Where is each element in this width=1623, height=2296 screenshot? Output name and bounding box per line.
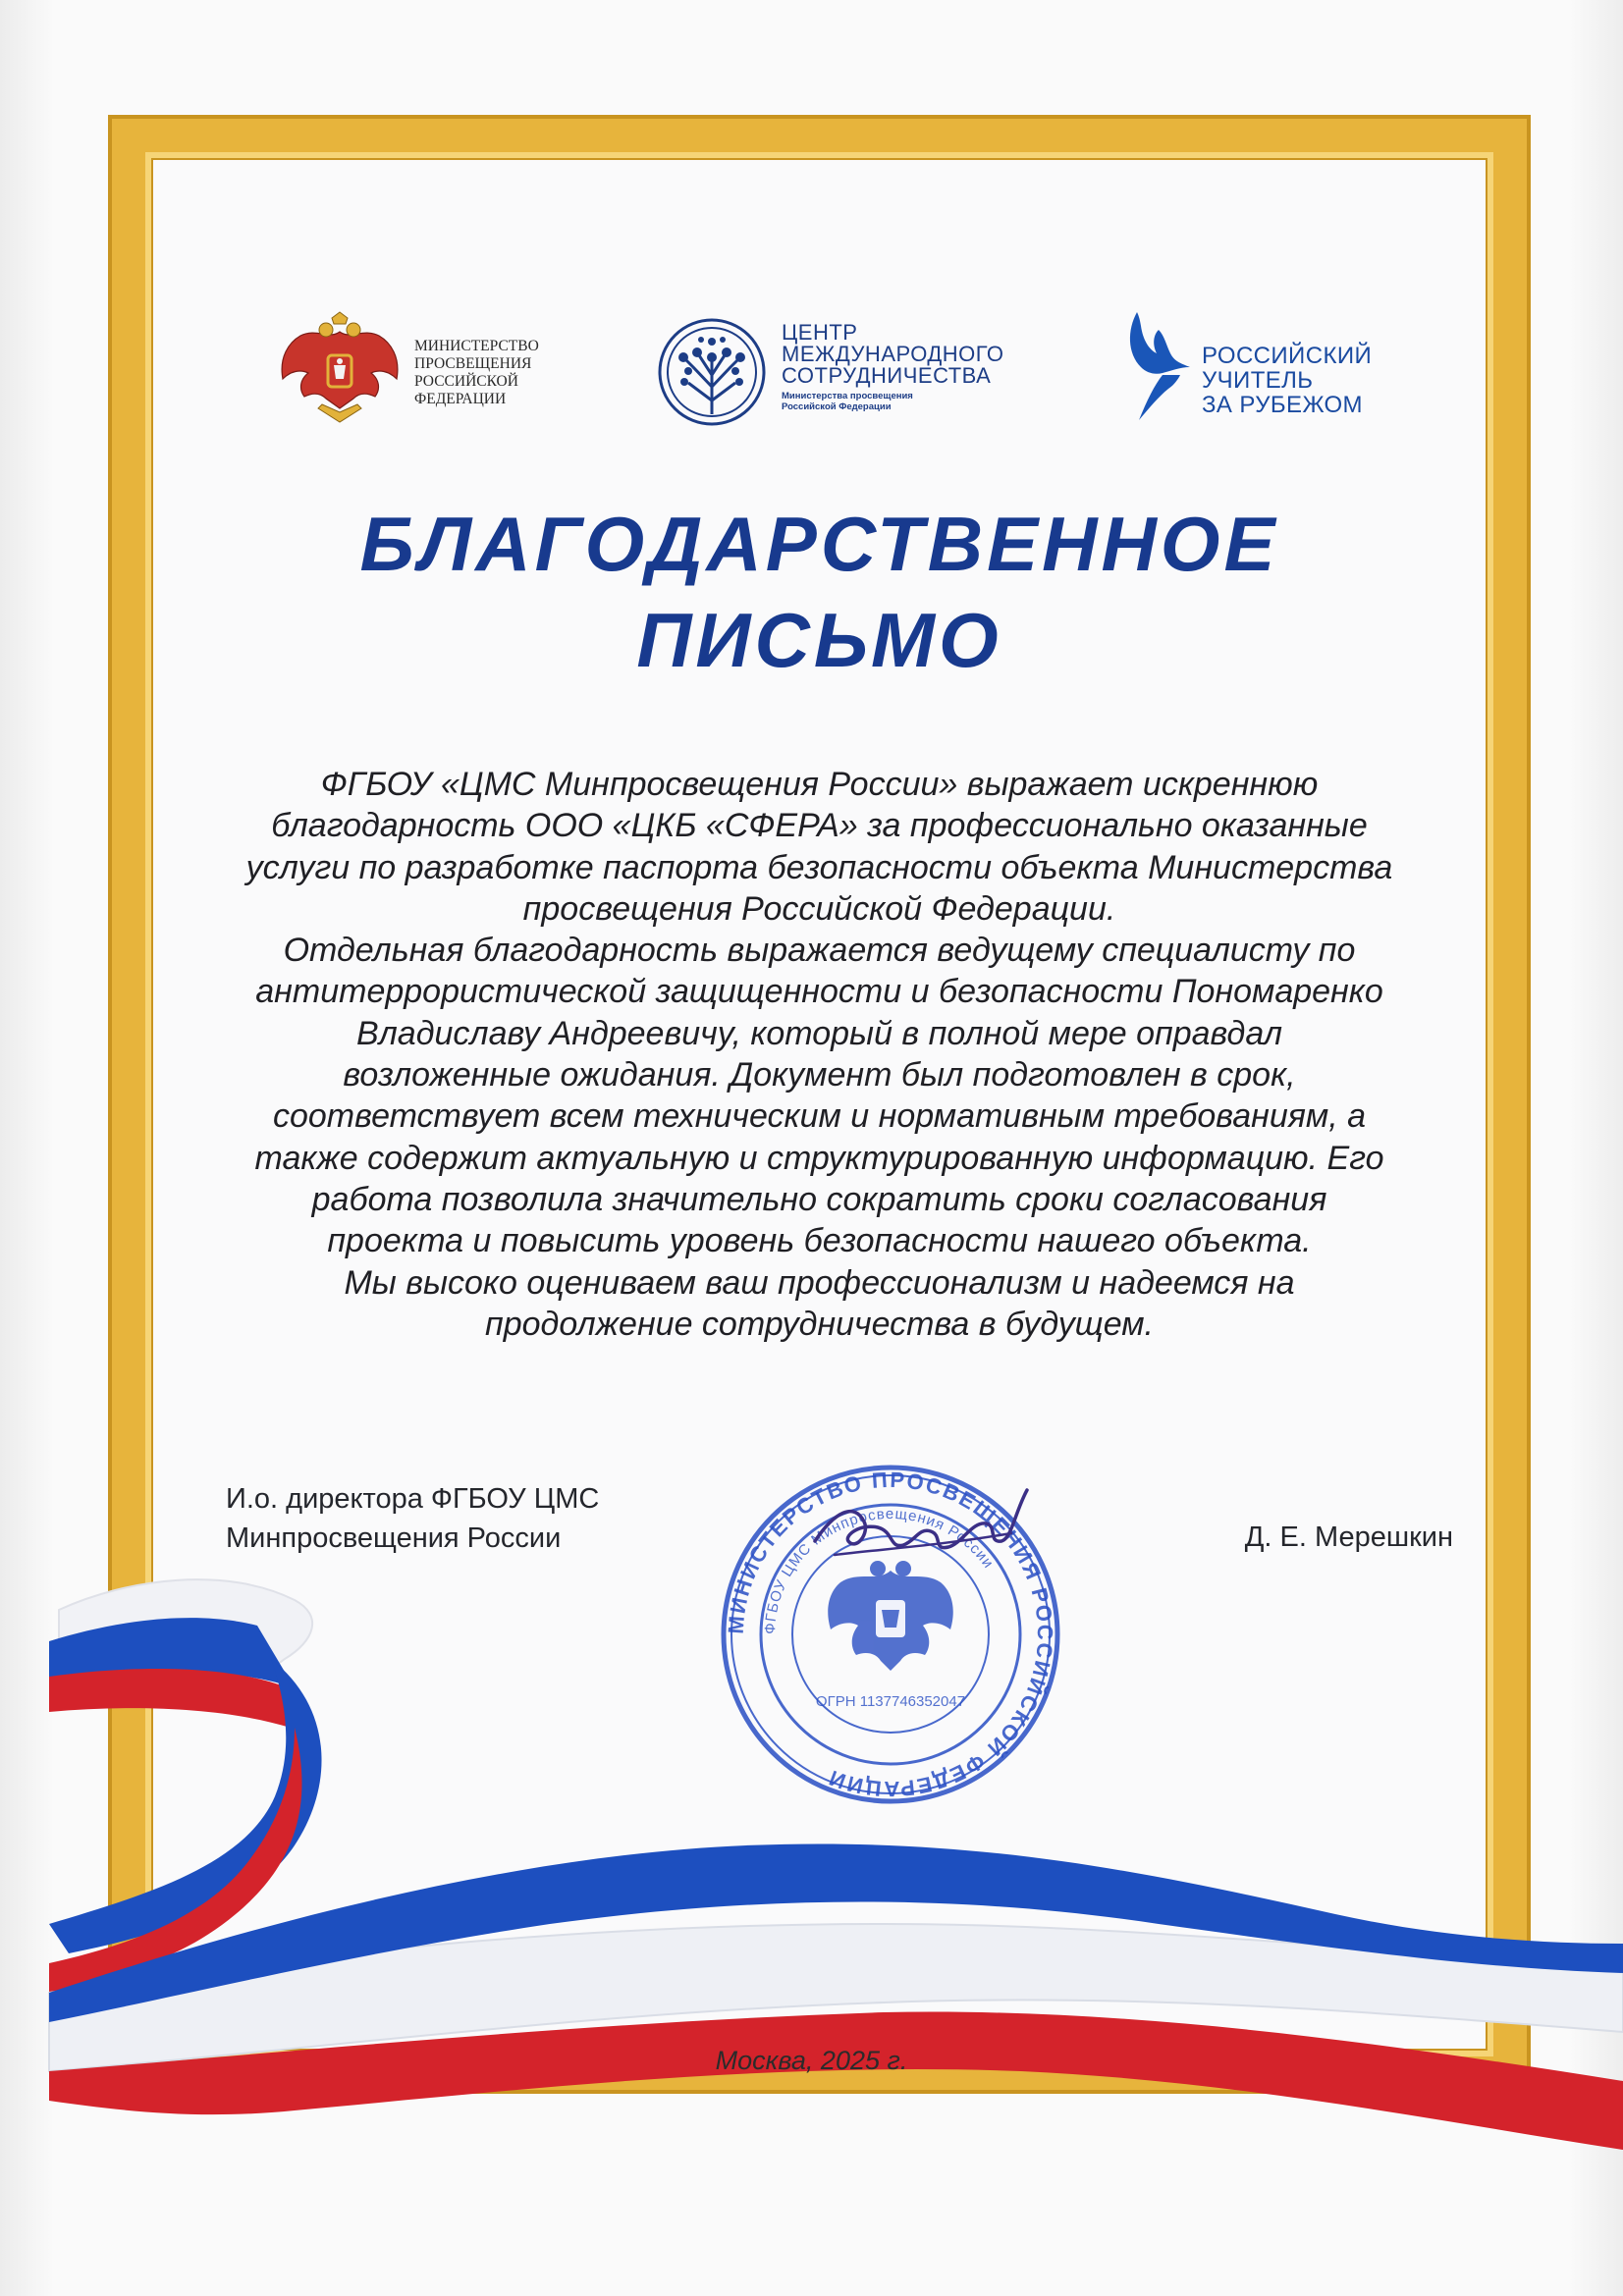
- handwritten-signature: [805, 1472, 1031, 1590]
- teacher-logo-line: РОССИЙСКИЙ: [1202, 343, 1373, 369]
- ministry-logo-line: ПРОСВЕЩЕНИЯ: [414, 355, 532, 372]
- signer-position-line: Минпросвещения России: [226, 1522, 562, 1554]
- center-logo-line: ЦЕНТР: [782, 320, 858, 345]
- body-line: продолжение сотрудничества в будущем.: [485, 1305, 1154, 1343]
- teacher-logo-line: УЧИТЕЛЬ: [1202, 367, 1314, 394]
- center-logo-sub-line: Министерства просвещения: [782, 391, 913, 401]
- body-line: возложенные ожидания. Документ был подготовлен в срок,: [343, 1056, 1296, 1095]
- center-logo-line: СОТРУДНИЧЕСТВА: [782, 363, 992, 388]
- stamp-ring-textpath: МИНИСТЕРСТВО ПРОСВЕЩЕНИЯ РОССИЙСКОЙ ФЕДЕРАЦИИ: [723, 1467, 1058, 1802]
- ministry-logo-line: ФЕДЕРАЦИИ: [414, 391, 507, 407]
- ministry-logo-line: РОССИЙСКОЙ: [414, 373, 518, 390]
- body-line: Владиславу Андреевичу, который в полной мере оправдал: [355, 1014, 1283, 1052]
- signer-name: Д. Е. Мерешкин: [1244, 1522, 1453, 1553]
- teacher-logo-line: ЗА РУБЕЖОМ: [1202, 392, 1363, 418]
- stamp-numbers: ОГРН 1137746352047: [815, 1693, 966, 1710]
- body-line: ФГБОУ «ЦМС Минпросвещения России» выражает искреннюю: [320, 766, 1319, 803]
- body-line: соответствует всем техническим и нормативным требованиям, а: [272, 1097, 1367, 1136]
- body-line: Отдельная благодарность выражается ведущему специалисту по: [283, 932, 1356, 970]
- body-line: проекта и повысить уровень безопасности нашего объекта.: [327, 1222, 1312, 1260]
- body-line: также содержит актуальную и структурированную информацию. Его: [254, 1139, 1384, 1177]
- body-line: работа позволила значительно сократить сроки согласования: [311, 1180, 1327, 1218]
- center-logo-line: МЕЖДУНАРОДНОГО: [782, 342, 1004, 366]
- stamp-inner-textpath: ФГБОУ ЦМС Минпросвещения России: [761, 1505, 998, 1635]
- body-line: Мы высоко оцениваем ваш профессионализм и надеемся на: [344, 1263, 1295, 1302]
- title-line: БЛАГОДАРСТВЕННОЕ: [359, 501, 1279, 587]
- center-logo-sub-line: Российской Федерации: [782, 401, 892, 412]
- signer-position-line: И.о. директора ФГБОУ ЦМС: [226, 1483, 600, 1515]
- ministry-logo-line: МИНИСТЕРСТВО: [414, 338, 539, 354]
- body-line: просвещения Российской Федерации.: [522, 889, 1116, 928]
- body-line: антитеррористической защищенности и безопасности Пономаренко: [255, 973, 1383, 1011]
- body-line: услуги по разработке паспорта безопасности объекта Министерства: [245, 848, 1393, 886]
- body-line: благодарность ООО «ЦКБ «СФЕРА» за профессионально оказанные: [271, 807, 1368, 845]
- signer-position: [226, 1479, 736, 1558]
- title-line: ПИСЬМО: [636, 597, 1002, 683]
- place-and-date: Москва, 2025 г.: [715, 2046, 908, 2075]
